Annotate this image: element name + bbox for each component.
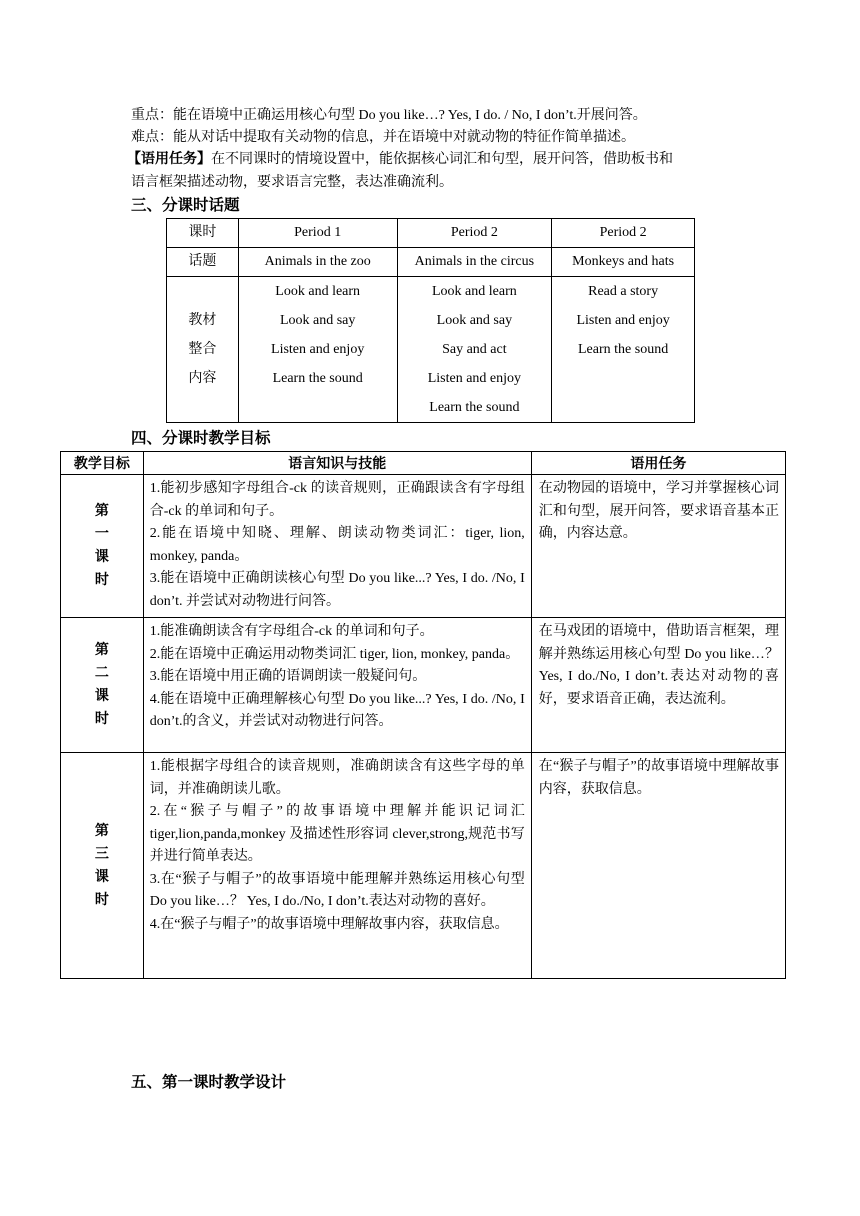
content-item: Look and say [436, 313, 513, 328]
section5-heading: 五、第一课时教学设计 [131, 1074, 287, 1091]
difficulty-line: 难点：能从对话中提取有关动物的信息，并在语境中对就动物的特征作简单描述。 [131, 130, 635, 145]
goal-item: 2.能在语境中知晓、理解、朗读动物类词汇：tiger, lion, monkey, panda。 [149, 526, 525, 564]
content-item: Look and learn [431, 284, 517, 299]
content-label: 教材 [188, 313, 217, 328]
topic-cell: Animals in the zoo [238, 248, 397, 277]
goal-item: 2.能在语境中正确运用动物类词汇 tiger, lion, monkey, panda。 [149, 646, 520, 662]
table-row [61, 452, 786, 475]
lesson-label-char: 课 [94, 550, 109, 565]
task-text: 在“猴子与帽子”的故事语境中理解故事内容，获取信息。 [538, 759, 779, 797]
table-header-cell: Period 1 [238, 219, 397, 248]
goal-item: 4.能在语境中正确理解核心句型 Do you like...? Yes, I do. /No, I don’t.的含义，并尝试对动物进行问答。 [149, 691, 525, 729]
lesson-label-char: 时 [94, 573, 109, 588]
goal-item: 1.能根据字母组合的读音规则，准确朗读含有这些字母的单词，并准确朗读儿歌。 [149, 759, 525, 797]
content-label-cell [167, 277, 239, 423]
content-item: Look and say [279, 313, 356, 328]
content-item: Read a story [588, 284, 659, 299]
lesson-task-cell [531, 475, 785, 618]
lesson-goals-cell [143, 753, 531, 979]
table-row [61, 475, 786, 618]
lesson-goals-cell [143, 475, 531, 618]
content-item: Learn the sound [578, 342, 669, 357]
task-line-2: 语言框架描述动物，要求语言完整，表达准确流利。 [131, 175, 453, 190]
lesson-label-char: 一 [94, 527, 109, 542]
section4-heading: 四、分课时教学目标 [131, 430, 271, 447]
content-item: Say and act [442, 342, 507, 357]
goal-item: 1.能初步感知字母组合-ck 的读音规则，正确跟读含有字母组合-ck 的单词和句子。 [149, 481, 525, 519]
lesson-task-cell [531, 753, 785, 979]
section3-heading: 三、分课时话题 [131, 197, 240, 214]
table-header-cell: Period 2 [397, 219, 552, 248]
task-text-1: 在不同课时的情境设置中，能依据核心词汇和句型，展开问答，借助板书和 [211, 152, 673, 167]
topic-cell: Animals in the circus [397, 248, 552, 277]
topic-cell: Monkeys and hats [552, 248, 695, 277]
table-header-cell: 教学目标 [61, 452, 144, 475]
period-topics-table [166, 218, 695, 423]
table-row [61, 753, 786, 979]
goal-item: 3.在“猴子与帽子”的故事语境中能理解并熟练运用核心句型 Do you like…？ Yes, I do./No, I don’t.表达对动物的喜好。 [149, 871, 525, 909]
key-point-line: 重点：能在语境中正确运用核心句型 Do you like…? Yes, I do. / No, I don’t.开展问答。 [131, 108, 647, 123]
task-label: 【语用任务】 [127, 152, 211, 167]
goal-item: 1.能准确朗读含有字母组合-ck 的单词和句子。 [149, 624, 434, 639]
content-item: Look and learn [275, 284, 361, 299]
goal-item: 3.能在语境中正确朗读核心句型 Do you like...? Yes, I do. /No, I don’t. 并尝试对动物进行问答。 [149, 571, 525, 609]
teaching-goals-table [60, 451, 786, 979]
lesson-label-char: 时 [94, 892, 109, 908]
content-cell-period3 [552, 277, 695, 423]
lesson-label-cell [61, 753, 144, 979]
goal-item: 2.在“猴子与帽子”的故事语境中理解并能识记词汇 tiger,lion,panda,monkey 及描述性形容词 clever,strong,规范书写并进行简单表达。 [149, 804, 525, 864]
content-item: Learn the sound [272, 371, 363, 386]
content-item: Listen and enjoy [576, 313, 670, 328]
content-item: Listen and enjoy [427, 371, 522, 386]
content-item: Learn the sound [429, 400, 520, 415]
task-text: 在动物园的语境中，学习并掌握核心词汇和句型，展开问答，要求语音基本正确，内容达意。 [538, 481, 779, 541]
table-row [167, 277, 695, 423]
table-header-cell: 语用任务 [531, 452, 785, 475]
goal-item: 3.能在语境中用正确的语调朗读一般疑问句。 [149, 669, 427, 684]
goal-item: 4.在“猴子与帽子”的故事语境中理解故事内容，获取信息。 [149, 916, 509, 932]
content-label: 整合 [188, 342, 217, 357]
content-label: 内容 [188, 371, 217, 386]
lesson-label-char: 二 [94, 666, 109, 681]
lesson-label-char: 时 [94, 712, 109, 727]
lesson-label-char: 课 [94, 869, 109, 885]
lesson-goals-cell [143, 618, 531, 753]
table-row [61, 618, 786, 753]
table-header-cell: 语言知识与技能 [143, 452, 531, 475]
lesson-label-char: 第 [94, 823, 109, 839]
table-row [167, 219, 695, 248]
lesson-label-char: 课 [94, 689, 109, 704]
table-header-cell: 课时 [167, 219, 239, 248]
lesson-label-cell [61, 475, 144, 618]
lesson-label-char: 第 [94, 643, 109, 658]
table-header-cell: Period 2 [552, 219, 695, 248]
topic-label-cell: 话题 [167, 248, 239, 277]
table-row [167, 248, 695, 277]
task-text: 在马戏团的语境中，借助语言框架，理解并熟练运用核心句型 Do you like…？ Yes, I do./No, I don’t.表达对动物的喜好，要求语音正确，表达流利。 [538, 624, 779, 707]
lesson-label-cell [61, 618, 144, 753]
content-cell-period1 [238, 277, 397, 423]
lesson-label-char: 三 [94, 846, 109, 862]
task-line [127, 149, 673, 171]
lesson-label-char: 第 [94, 504, 109, 519]
content-item: Listen and enjoy [271, 342, 365, 357]
lesson-task-cell [531, 618, 785, 753]
content-cell-period2 [397, 277, 552, 423]
